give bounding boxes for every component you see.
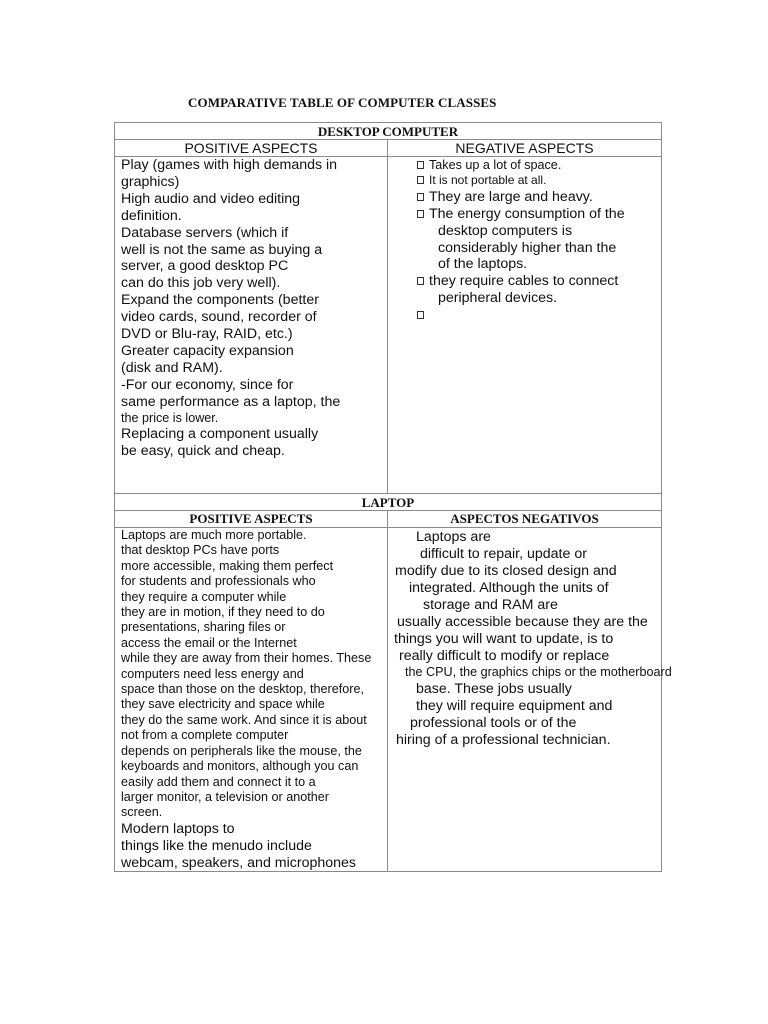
laptop-header-row <box>115 511 661 528</box>
text-line: things you will want to update, is to <box>394 631 614 647</box>
text-line: keyboards and monitors, although you can <box>121 759 359 774</box>
laptop-body-row <box>115 528 672 871</box>
text-line: integrated. Although the units of <box>409 580 609 596</box>
text-line: presentations, sharing files or <box>121 620 286 635</box>
checkbox-glyph-icon <box>417 176 424 184</box>
desktop-negative-header: NEGATIVE ASPECTS <box>455 140 594 156</box>
text-line: difficult to repair, update or <box>420 546 587 562</box>
text-line: -For our economy, since for <box>121 376 294 393</box>
text-line: definition. <box>121 207 182 224</box>
checkbox-glyph-icon <box>417 193 424 201</box>
desktop-positive-cell <box>115 157 388 493</box>
text-line: easily add them and connect it to a <box>121 774 316 789</box>
text-line: base. These jobs usually <box>416 681 572 697</box>
text-line: larger monitor, a television or another <box>121 789 329 804</box>
text-line: well is not the same as buying a <box>121 241 323 258</box>
desktop-table <box>114 122 662 494</box>
list-item-continuation: of the laptops. <box>438 256 528 273</box>
text-line: Greater capacity expansion <box>121 342 294 359</box>
text-line: DVD or Blu-ray, RAID, etc.) <box>121 326 293 343</box>
text-line: be easy, quick and cheap. <box>121 442 285 459</box>
checkbox-glyph-icon <box>417 161 424 169</box>
text-line: (disk and RAM). <box>121 359 223 376</box>
text-line: that desktop PCs have ports <box>121 543 280 558</box>
list-item-continuation: desktop computers is <box>438 222 573 239</box>
desktop-negative-cell <box>388 157 661 493</box>
text-line: access the email or the Internet <box>121 635 297 650</box>
laptop-positive-cell <box>115 528 388 871</box>
list-item-text: Takes up a lot of space. <box>429 158 562 172</box>
text-line: Laptops are <box>416 529 491 545</box>
document-title: COMPARATIVE TABLE OF COMPUTER CLASSES <box>188 95 497 110</box>
list-item <box>417 307 661 324</box>
list-item <box>417 158 661 173</box>
desktop-positive-header: POSITIVE ASPECTS <box>115 140 388 156</box>
list-item-text: they require cables to connect <box>429 273 619 290</box>
text-line: server, a good desktop PC <box>121 258 289 275</box>
text-line: modify due to its closed design and <box>395 563 617 579</box>
list-item <box>417 173 661 188</box>
desktop-body-row <box>115 157 661 493</box>
text-line: screen. <box>121 805 163 820</box>
text-line: graphics) <box>121 173 180 190</box>
text-line: not from a complete computer <box>121 728 289 743</box>
text-line: same performance as a laptop, the <box>121 393 341 410</box>
text-line: they save electricity and space while <box>121 697 325 712</box>
list-item <box>417 273 661 290</box>
text-line: more accessible, making them perfect <box>121 558 334 573</box>
list-item-text: They are large and heavy. <box>429 188 593 205</box>
laptop-positive-header: POSITIVE ASPECTS <box>115 511 388 527</box>
list-item-text: The energy consumption of the <box>429 205 625 222</box>
laptop-section-title: LAPTOP <box>115 494 661 511</box>
text-line: really difficult to modify or replace <box>399 648 610 664</box>
text-line: the price is lower. <box>121 410 219 425</box>
text-line: they will require equipment and <box>416 698 613 714</box>
checkbox-glyph-icon <box>417 277 424 285</box>
text-line: they require a computer while <box>121 589 287 604</box>
text-line: things like the menudo include <box>121 837 312 854</box>
text-line: High audio and video editing <box>121 190 301 207</box>
list-item <box>417 189 661 206</box>
text-line: video cards, sound, recorder of <box>121 309 317 326</box>
text-line: while they are away from their homes. These <box>121 651 372 666</box>
text-line: hiring of a professional technician. <box>396 732 611 748</box>
laptop-negative-header: ASPECTOS NEGATIVOS <box>450 511 599 526</box>
text-line: Modern laptops to <box>121 820 235 837</box>
text-line: they do the same work. And since it is about <box>121 712 367 727</box>
laptop-negative-cell <box>388 528 672 871</box>
text-line: Expand the components (better <box>121 292 319 309</box>
text-line: can do this job very well). <box>121 275 281 292</box>
text-line: Laptops are much more portable. <box>121 528 307 542</box>
text-line: the CPU, the graphics chips or the motherboard <box>405 665 672 679</box>
list-item <box>417 206 661 223</box>
text-line: depends on peripherals like the mouse, the <box>121 743 362 758</box>
text-line: for students and professionals who <box>121 574 316 589</box>
text-line: storage and RAM are <box>423 597 558 613</box>
text-line: professional tools or of the <box>410 715 577 731</box>
desktop-header-row <box>115 140 661 157</box>
list-item-continuation: peripheral devices. <box>438 290 558 307</box>
text-line: computers need less energy and <box>121 666 304 681</box>
checkbox-glyph-icon <box>417 210 424 218</box>
text-line: space than those on the desktop, therefore, <box>121 682 364 697</box>
desktop-section-title: DESKTOP COMPUTER <box>115 123 661 140</box>
text-line: Database servers (which if <box>121 224 289 241</box>
list-item-text: It is not portable at all. <box>429 173 547 188</box>
text-line: Replacing a component usually <box>121 426 319 442</box>
text-line: they are in motion, if they need to do <box>121 605 325 620</box>
laptop-table <box>114 493 672 872</box>
list-item-continuation: considerably higher than the <box>438 239 617 256</box>
text-line: Play (games with high demands in <box>121 157 338 173</box>
checkbox-glyph-icon <box>417 311 424 319</box>
text-line: usually accessible because they are the <box>397 614 648 630</box>
text-line: webcam, speakers, and microphones <box>121 854 357 871</box>
